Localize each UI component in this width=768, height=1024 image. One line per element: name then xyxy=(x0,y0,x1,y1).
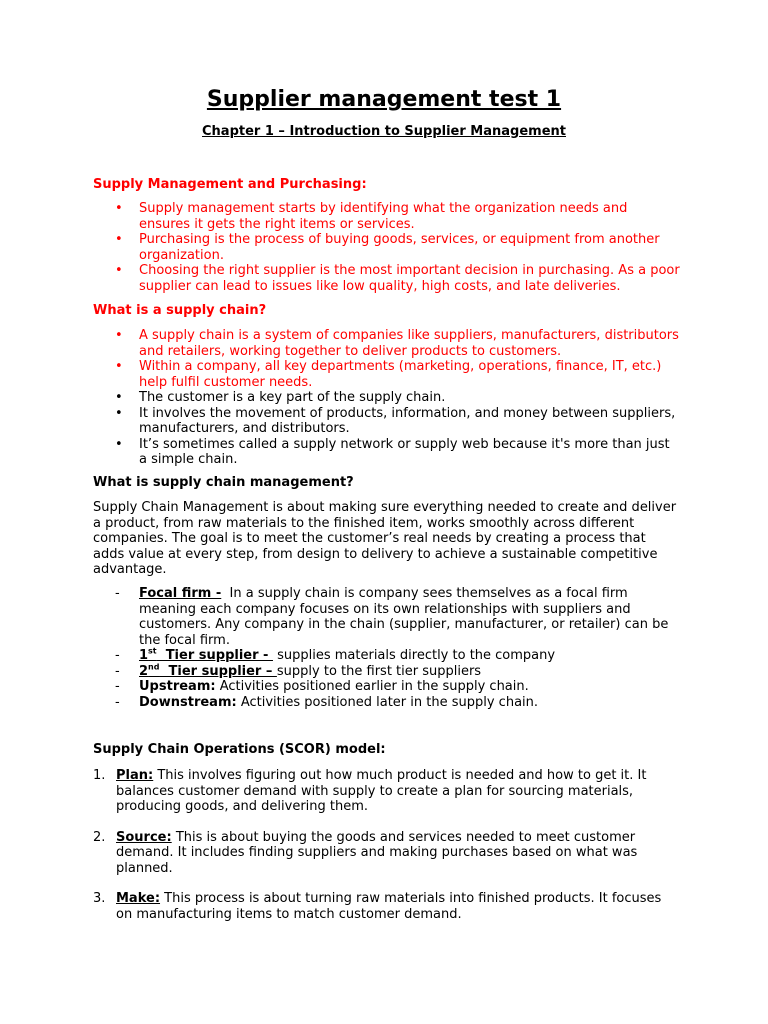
term-label: Downstream: xyxy=(139,694,237,710)
tier-number: 2 xyxy=(139,663,149,679)
term-label: Focal firm - xyxy=(139,586,222,601)
list-item-focal-firm xyxy=(93,586,681,648)
dash-list xyxy=(93,586,681,710)
term-text: Activities positioned later in the supply chain. xyxy=(236,694,539,710)
list-item: • The customer is a key part of the supply chain. xyxy=(93,390,681,406)
section-scm xyxy=(93,475,681,491)
step-text: This is about buying the goods and services needed to meet customer demand. It includes finding suppliers and making purchases based on what was planned. xyxy=(116,829,638,876)
section-supply-chain-list xyxy=(93,328,681,468)
list-item-tier1 xyxy=(93,648,681,664)
term-label xyxy=(139,648,273,663)
section-supply-chain xyxy=(93,303,681,319)
tier-number: 1 xyxy=(139,648,149,663)
term-text: Activities positioned earlier in the supply chain. xyxy=(215,679,529,694)
list-item: • Purchasing is the process of buying goods, services, or equipment from another organization. xyxy=(93,232,681,263)
step-number: 1. xyxy=(93,768,106,783)
tier-suffix: nd xyxy=(148,662,160,672)
tier-label: Tier supplier – xyxy=(159,663,277,679)
bullet-list xyxy=(93,201,681,294)
list-item: • Choosing the right supplier is the most important decision in purchasing. As a poor supplier can lead to issues like low quality, high costs, and late deliveries. xyxy=(93,263,681,294)
section-scm-paragraph xyxy=(93,500,681,578)
paragraph: Supply Chain Management is about making sure everything needed to create and deliver a product, from raw materials to the finished item, works smoothly across different companies. The goal is to meet the customer’s real needs by creating a process that adds value at every step, from design to delivery to achieve a sustainable competitive advantage. xyxy=(93,500,677,577)
section-heading: Supply Management and Purchasing: xyxy=(93,177,367,192)
list-item-downstream xyxy=(93,695,681,711)
list-item: • It’s sometimes called a supply network or supply web because it's more than just a simple chain. xyxy=(93,437,681,468)
list-item-make xyxy=(93,891,681,922)
document-title: Supplier management test 1 xyxy=(206,87,562,112)
term-text: In a supply chain is company sees themselves as a focal firm meaning each company focuses on its own relationships with suppliers and customers. Any company in the chain (supplier, manufacturer, or retailer) can be the focal firm. xyxy=(139,586,673,648)
list-item-source xyxy=(93,830,681,877)
term-text: supply to the first tier suppliers xyxy=(276,663,482,679)
section-heading: What is a supply chain? xyxy=(93,303,267,318)
section-scm-terms xyxy=(93,586,681,710)
section-supply-management xyxy=(93,177,681,193)
step-text: This involves figuring out how much product is needed and how to get it. It balances customer demand with supply to create a plan for sourcing materials, producing goods, and delivering them. xyxy=(116,768,647,814)
tier-label: Tier supplier - xyxy=(156,648,273,663)
section-heading: Supply Chain Operations (SCOR) model: xyxy=(93,742,386,757)
list-item-plan xyxy=(93,768,681,815)
term-label: Upstream: xyxy=(139,679,216,694)
section-scor xyxy=(93,742,681,758)
list-item: • It involves the movement of products, information, and money between suppliers, manufacturers, and distributors. xyxy=(93,406,681,437)
step-term: Plan: xyxy=(116,768,154,783)
term-text: supplies materials directly to the company xyxy=(272,648,556,663)
step-term: Source: xyxy=(116,829,172,845)
list-item-tier2 xyxy=(93,664,681,680)
step-term: Make: xyxy=(116,891,161,906)
list-item: • Within a company, all key departments (marketing, operations, finance, IT, etc.) help fulfil customer needs. xyxy=(93,359,681,390)
list-item-upstream xyxy=(93,679,681,695)
tier-suffix: st xyxy=(148,646,157,656)
bullet-list xyxy=(93,328,681,468)
numbered-list xyxy=(93,768,681,922)
chapter-heading: Chapter 1 – Introduction to Supplier Management xyxy=(202,124,566,139)
section-heading: What is supply chain management? xyxy=(93,475,354,490)
step-number: 2. xyxy=(93,829,106,845)
list-item: • Supply management starts by identifying what the organization needs and ensures it gets the right items or services. xyxy=(93,201,681,232)
section-supply-management-list xyxy=(93,201,681,294)
list-item: • A supply chain is a system of companies like suppliers, manufacturers, distributors and retailers, working together to deliver products to customers. xyxy=(93,328,681,359)
step-text: This process is about turning raw materials into finished products. It focuses on manufacturing items to match customer demand. xyxy=(116,891,662,922)
term-label xyxy=(139,664,277,679)
section-scor-steps xyxy=(93,768,681,937)
step-number: 3. xyxy=(93,891,106,906)
